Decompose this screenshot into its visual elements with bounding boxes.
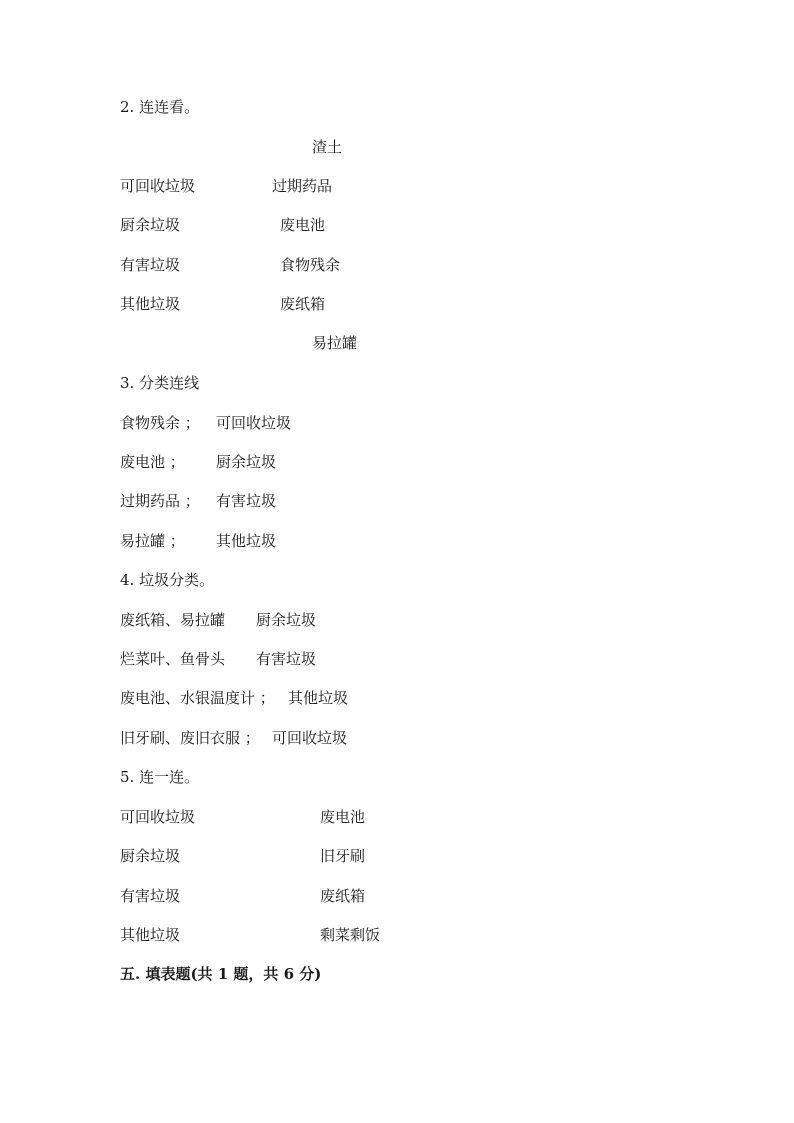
q4-left-item-2: 烂菜叶、鱼骨头 (120, 650, 226, 668)
q2-top-item: 渣土 (312, 138, 343, 156)
q5-left-item-4: 其他垃圾 (120, 926, 181, 944)
q2-bottom-item: 易拉罐 (312, 334, 358, 352)
q5-right-item-3: 废纸箱 (320, 887, 366, 905)
q2-left-item-1: 可回收垃圾 (120, 177, 196, 195)
q3-right-item-1: 可回收垃圾 (216, 414, 292, 432)
q5-right-item-1: 废电池 (320, 808, 366, 826)
q5-left-item-3: 有害垃圾 (120, 887, 181, 905)
q5-left-item-1: 可回收垃圾 (120, 808, 196, 826)
q3-left-item-1: 食物残余 ； (120, 414, 200, 432)
q4-left-item-1: 废纸箱、易拉罐 (120, 611, 226, 629)
q2-right-item-4: 废纸箱 (280, 295, 326, 313)
q4-right-item-4: 可回收垃圾 (272, 729, 348, 747)
section-five-heading: 五. 填表题(共 1 题，共 6 分) (120, 965, 322, 983)
q3-title: 3. 分类连线 (120, 374, 200, 392)
q5-right-item-2: 旧牙刷 (320, 847, 366, 865)
q4-left-item-4: 旧牙刷、废旧衣服 ； (120, 729, 260, 747)
q5-right-item-4: 剩菜剩饭 (320, 926, 381, 944)
q3-left-item-3: 过期药品 ； (120, 492, 200, 510)
q5-left-item-2: 厨余垃圾 (120, 847, 181, 865)
q4-title: 4. 垃圾分类。 (120, 571, 215, 589)
q3-right-item-3: 有害垃圾 (216, 492, 277, 510)
q2-left-item-4: 其他垃圾 (120, 295, 181, 313)
q4-right-item-1: 厨余垃圾 (256, 611, 317, 629)
q3-right-item-2: 厨余垃圾 (216, 453, 277, 471)
q3-left-item-4: 易拉罐 ； (120, 532, 185, 550)
q3-left-item-2: 废电池 ； (120, 453, 185, 471)
q2-right-item-1: 过期药品 (272, 177, 333, 195)
q3-right-item-4: 其他垃圾 (216, 532, 277, 550)
q4-right-item-2: 有害垃圾 (256, 650, 317, 668)
q5-title: 5. 连一连。 (120, 768, 200, 786)
q2-left-item-3: 有害垃圾 (120, 256, 181, 274)
q2-title: 2. 连连看。 (120, 98, 200, 116)
q2-left-item-2: 厨余垃圾 (120, 216, 181, 234)
q2-right-item-2: 废电池 (280, 216, 326, 234)
q2-right-item-3: 食物残余 (280, 256, 341, 274)
q4-left-item-3: 废电池、水银温度计 ； (120, 689, 275, 707)
q4-right-item-3: 其他垃圾 (288, 689, 349, 707)
